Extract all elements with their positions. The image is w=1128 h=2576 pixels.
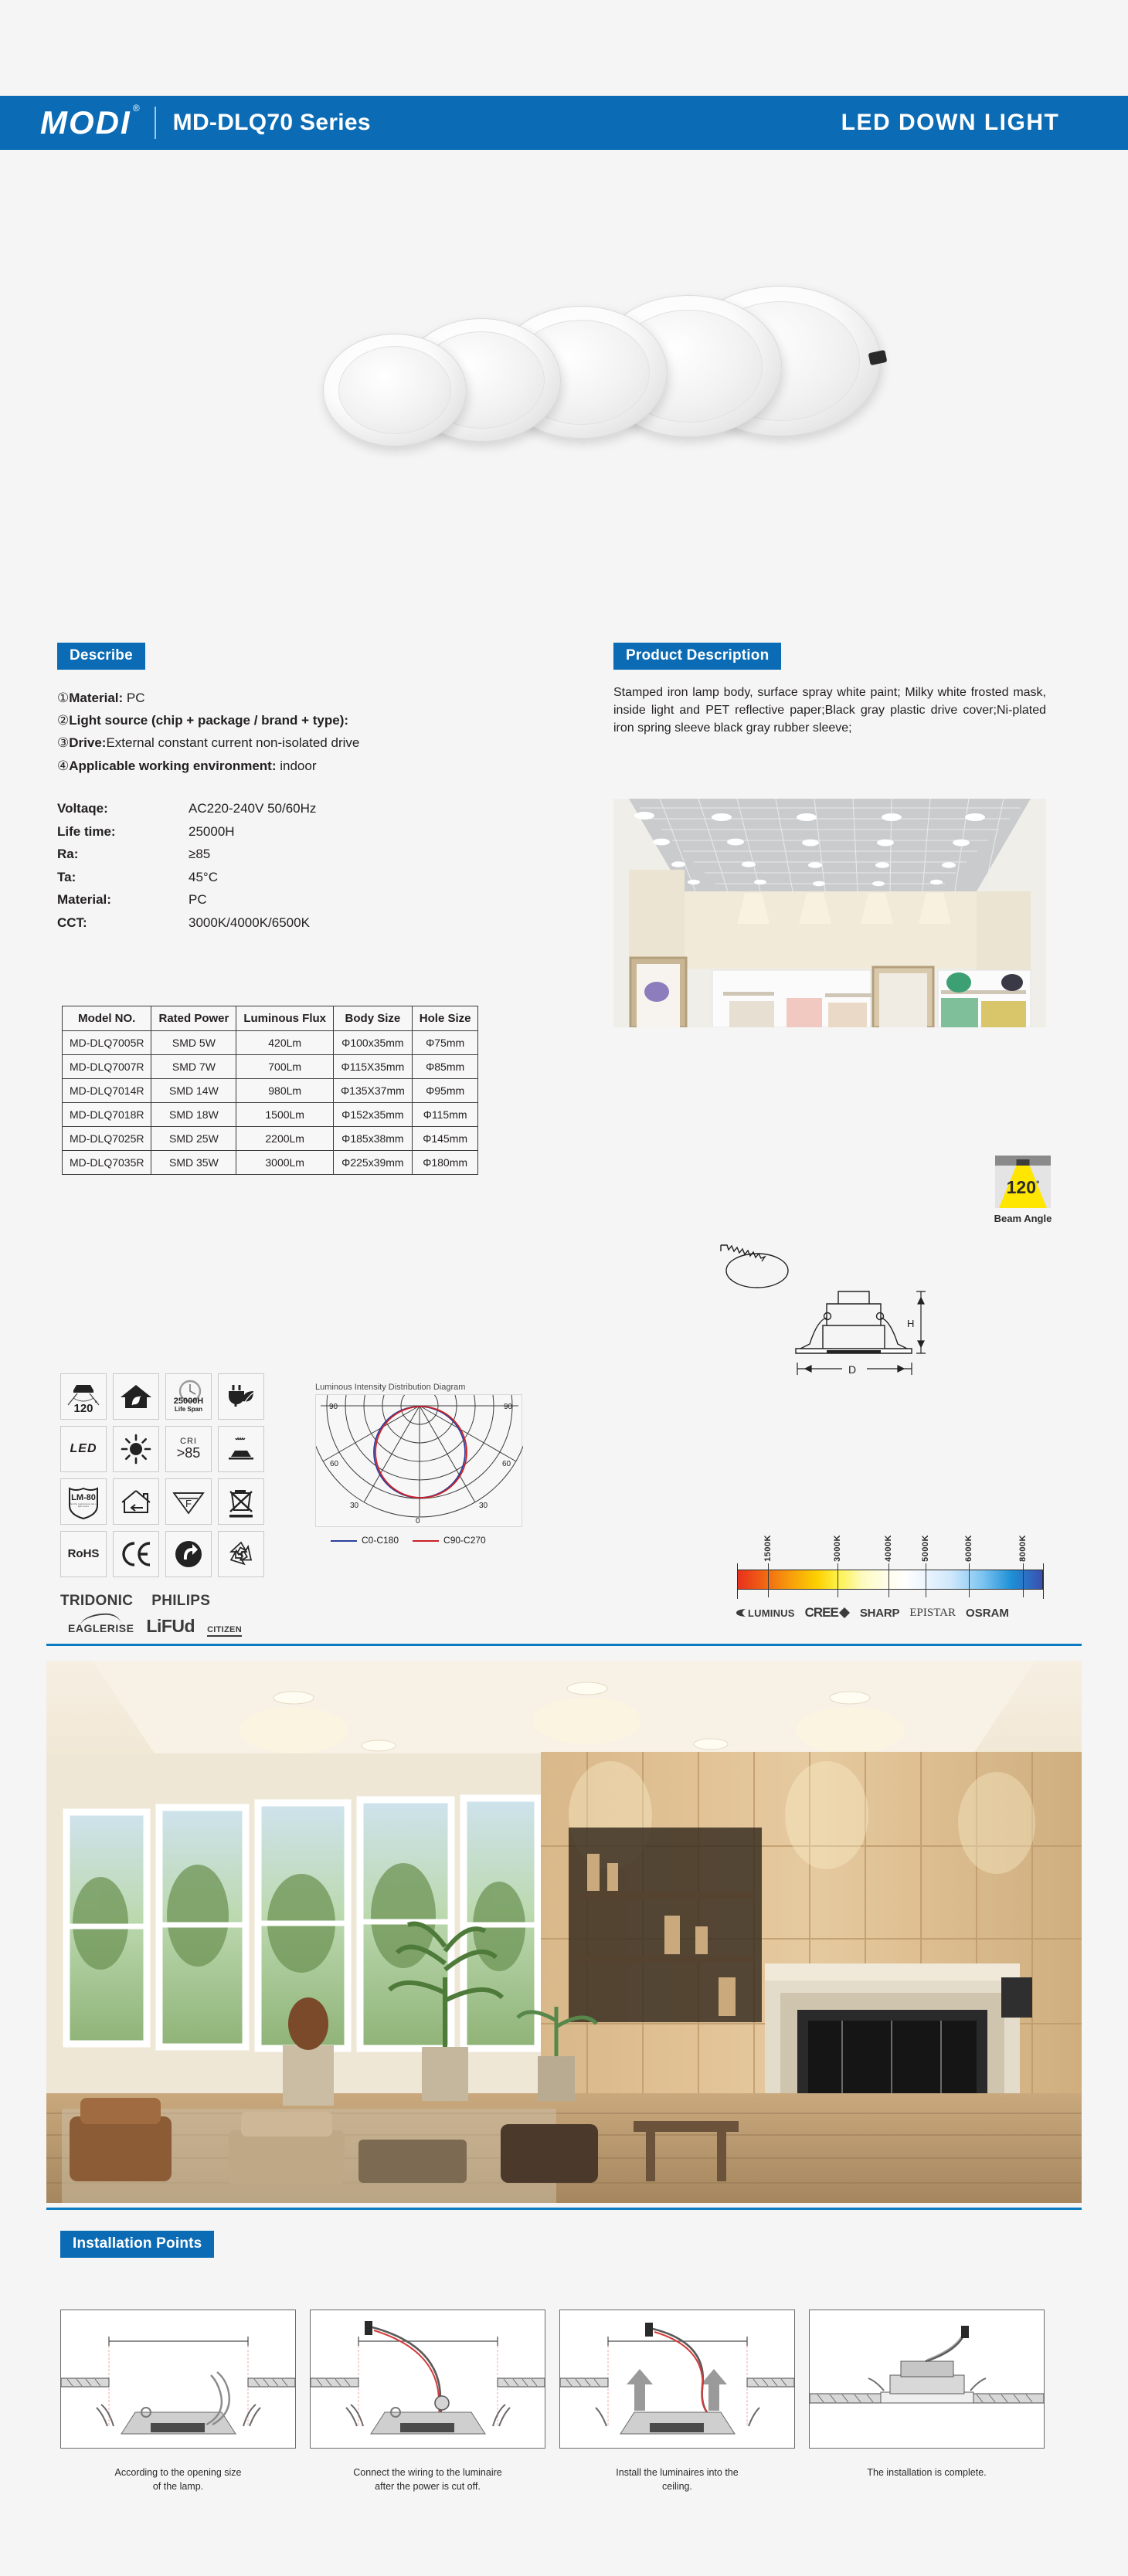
cct-tick bbox=[1023, 1563, 1024, 1597]
lifespan-25000h-icon bbox=[165, 1373, 212, 1420]
cree-mark-icon bbox=[839, 1607, 850, 1618]
degree-sign: ° bbox=[94, 1400, 97, 1407]
install-caption-2: Connect the wiring to the luminaire after the power is cut off. bbox=[353, 2467, 502, 2493]
led-label: LED bbox=[70, 1441, 97, 1455]
column-header: Model NO. bbox=[63, 1006, 151, 1031]
cct-label: 4000K bbox=[884, 1535, 893, 1562]
legend-swatch bbox=[331, 1540, 357, 1542]
brand-philips: PHILIPS bbox=[151, 1593, 211, 1609]
pedestal bbox=[283, 2045, 334, 2106]
rohs-icon bbox=[60, 1531, 107, 1577]
plug-leaf-icon bbox=[218, 1373, 264, 1420]
interior-application-photo bbox=[46, 1661, 1082, 2203]
column-header: Body Size bbox=[334, 1006, 413, 1031]
f-mark-letter: F bbox=[185, 1498, 192, 1509]
sofa bbox=[229, 2130, 345, 2184]
table-header-row bbox=[63, 1006, 478, 1031]
lm80-sublabel: Test the maintenance rate of light source bbox=[70, 1502, 97, 1509]
cct-label: 5000K bbox=[921, 1535, 930, 1562]
no-uv-icon bbox=[218, 1426, 264, 1472]
dark-chair bbox=[501, 2124, 598, 2183]
application-photo bbox=[613, 799, 1046, 1027]
recycle-arrow-icon bbox=[165, 1531, 212, 1577]
brand-osram: OSRAM bbox=[966, 1606, 1009, 1620]
svg-text:30: 30 bbox=[479, 1502, 488, 1510]
cct-scale bbox=[732, 1514, 1049, 1597]
armchair bbox=[70, 2116, 172, 2181]
spec-row: Ra: ≥85 bbox=[57, 847, 211, 862]
list-item: ①Material: PC bbox=[57, 691, 145, 705]
led-icon bbox=[60, 1426, 107, 1472]
cct-tick bbox=[888, 1563, 889, 1597]
series-title: MD-DLQ70 Series bbox=[172, 110, 371, 135]
brand-logo-text: MODI bbox=[40, 104, 131, 141]
polar-svg bbox=[316, 1395, 523, 1528]
svg-text:90: 90 bbox=[504, 1403, 513, 1411]
column-header: Hole Size bbox=[412, 1006, 478, 1031]
svg-text:60: 60 bbox=[502, 1460, 511, 1468]
led-chip-brand-list bbox=[736, 1605, 1052, 1621]
lm80-label: LM-80 bbox=[71, 1493, 96, 1502]
legend-item-c0: C0-C180 bbox=[331, 1535, 399, 1546]
legend-item-c90: C90-C270 bbox=[413, 1535, 486, 1546]
install-step-2-diagram bbox=[310, 2310, 545, 2449]
house-leaf-icon bbox=[113, 1373, 159, 1420]
beam-angle-label: Beam Angle bbox=[994, 1213, 1052, 1224]
brand-epistar: EPISTAR bbox=[909, 1606, 956, 1619]
svg-text:60: 60 bbox=[330, 1460, 339, 1468]
install-step-1-diagram bbox=[60, 2310, 296, 2449]
brand-lifud: LiFUd bbox=[146, 1616, 195, 1636]
polar-plot-area bbox=[315, 1394, 522, 1527]
spec-table bbox=[57, 797, 567, 934]
describe-list bbox=[57, 687, 567, 777]
column-header: Rated Power bbox=[151, 1006, 236, 1031]
installation-points-tag: Installation Points bbox=[60, 2231, 214, 2258]
cct-label: 6000K bbox=[964, 1535, 973, 1562]
sun-icon bbox=[113, 1426, 159, 1472]
product-description-text: Stamped iron lamp body, surface spray white paint; Milky white frosted mask, inside light and PET reflective paper;Black gray plastic drive cover;Ni-plated iron spring sleeve black gray rubber sleeve; bbox=[613, 686, 1046, 735]
indoor-use-icon bbox=[113, 1478, 159, 1525]
model-specification-table bbox=[62, 1006, 478, 1175]
beam-angle-value: 120 bbox=[73, 1402, 93, 1416]
luminus-mark-icon bbox=[736, 1608, 746, 1617]
header-right-title: LED DOWN LIGHT bbox=[841, 110, 1060, 135]
product-lamp-1 bbox=[323, 334, 467, 446]
cri-label: CRI bbox=[180, 1436, 197, 1446]
coffee-table bbox=[358, 2140, 467, 2183]
table-row: MD-DLQ7018R SMD 18W 1500Lm Φ152x35mm Φ115mm bbox=[63, 1103, 478, 1127]
install-step-3-diagram bbox=[559, 2310, 795, 2449]
svg-text:0: 0 bbox=[416, 1517, 420, 1526]
cct-label: 8000K bbox=[1018, 1535, 1028, 1562]
diameter-label: D bbox=[848, 1363, 857, 1376]
brand-tridonic: TRIDONIC bbox=[60, 1593, 134, 1609]
beam-angle-badge bbox=[981, 1156, 1065, 1224]
statue bbox=[288, 1997, 328, 2050]
cct-tick bbox=[969, 1563, 970, 1597]
lm80-icon bbox=[60, 1478, 107, 1525]
height-dimension bbox=[916, 1291, 926, 1353]
spec-row: CCT: 3000K/4000K/6500K bbox=[57, 915, 310, 930]
lifespan-label: Life Span bbox=[174, 1406, 202, 1413]
spec-row: Material: PC bbox=[57, 892, 207, 908]
cct-gradient-bar bbox=[737, 1570, 1043, 1590]
cri-value: >85 bbox=[176, 1445, 201, 1461]
weee-bin-icon bbox=[218, 1478, 264, 1525]
spec-row: Life time: 25000H bbox=[57, 823, 235, 839]
cct-tick-edge-left bbox=[737, 1563, 738, 1599]
installation-points-section bbox=[60, 2231, 214, 2258]
table-row: MD-DLQ7035R SMD 35W 3000Lm Φ225x39mm Φ180mm bbox=[63, 1151, 478, 1175]
beam-angle-value: 120° bbox=[1006, 1177, 1040, 1197]
svg-text:90: 90 bbox=[329, 1403, 338, 1411]
spec-row: Ta: 45°C bbox=[57, 869, 218, 884]
cct-tick-edge-right bbox=[1043, 1563, 1044, 1599]
cct-scale-section bbox=[732, 1514, 1049, 1597]
list-item: ②Light source (chip + package / brand + type): bbox=[57, 713, 349, 728]
lifespan-hours: 25000H bbox=[173, 1397, 204, 1406]
svg-text:30: 30 bbox=[350, 1502, 359, 1510]
downlight-section bbox=[796, 1291, 915, 1353]
feature-icon-grid bbox=[60, 1373, 264, 1577]
table-row: MD-DLQ7007R SMD 7W 700Lm Φ115X35mm Φ85mm bbox=[63, 1055, 478, 1079]
legend-swatch bbox=[413, 1540, 439, 1542]
brand-luminus: LUMINUS bbox=[736, 1607, 795, 1619]
table-row: MD-DLQ7005R SMD 5W 420Lm Φ100x35mm Φ75mm bbox=[63, 1031, 478, 1055]
column-header: Luminous Flux bbox=[236, 1006, 334, 1031]
beam-angle-120-icon bbox=[60, 1373, 107, 1420]
cct-tick bbox=[768, 1563, 769, 1597]
installation-steps bbox=[60, 2310, 1080, 2449]
height-label: H bbox=[907, 1318, 915, 1329]
registered-mark: ® bbox=[132, 103, 141, 114]
divider-bottom bbox=[46, 2208, 1082, 2210]
product-description-section bbox=[613, 643, 1046, 738]
page-header bbox=[0, 96, 1128, 150]
describe-tag: Describe bbox=[57, 643, 145, 670]
brand-sharp: SHARP bbox=[859, 1606, 900, 1620]
brand-eaglerise: EAGLERISE bbox=[68, 1622, 134, 1634]
product-description-tag: Product Description bbox=[613, 643, 781, 670]
list-item: ④Applicable working environment: indoor bbox=[57, 758, 317, 773]
brand-cree: CREE bbox=[805, 1605, 850, 1621]
rohs-label: RoHS bbox=[67, 1547, 100, 1561]
install-caption-3: Install the luminaires into the ceiling. bbox=[616, 2467, 739, 2493]
installation-captions bbox=[60, 2466, 1080, 2493]
beam-angle-illustration bbox=[995, 1156, 1051, 1208]
dimension-drawing bbox=[680, 1236, 935, 1398]
describe-section bbox=[57, 643, 567, 934]
spec-row: Voltaqe: AC220-240V 50/60Hz bbox=[57, 800, 317, 816]
cct-label: 3000K bbox=[833, 1535, 842, 1562]
chart-legend bbox=[315, 1535, 524, 1546]
hero-product-image bbox=[0, 154, 1128, 610]
install-step-4-diagram bbox=[809, 2310, 1045, 2449]
spring-clip-sketch bbox=[721, 1245, 788, 1288]
cri-icon bbox=[165, 1426, 212, 1472]
luminous-intensity-chart bbox=[315, 1383, 524, 1546]
install-caption-1: According to the opening size of the lamp. bbox=[114, 2467, 242, 2493]
brand-logo bbox=[40, 103, 141, 141]
list-item: ③Drive:External constant current non-isolated drive bbox=[57, 735, 360, 751]
cct-label: 1500K bbox=[763, 1535, 773, 1562]
table-row: MD-DLQ7025R SMD 25W 2200Lm Φ185x38mm Φ145mm bbox=[63, 1127, 478, 1151]
f-mark-icon bbox=[165, 1478, 212, 1525]
install-caption-4: The installation is complete. bbox=[867, 2467, 987, 2478]
table-row: MD-DLQ7014R SMD 14W 980Lm Φ135X37mm Φ95mm bbox=[63, 1079, 478, 1103]
driver-brand-list bbox=[60, 1593, 315, 1637]
brand-citizen: CITIZEN bbox=[207, 1625, 242, 1637]
recycle-triangle-icon bbox=[218, 1531, 264, 1577]
ce-icon bbox=[113, 1531, 159, 1577]
header-divider bbox=[155, 107, 156, 139]
divider-top bbox=[46, 1644, 1082, 1646]
chart-title: Luminous Intensity Distribution Diagram bbox=[315, 1383, 466, 1392]
